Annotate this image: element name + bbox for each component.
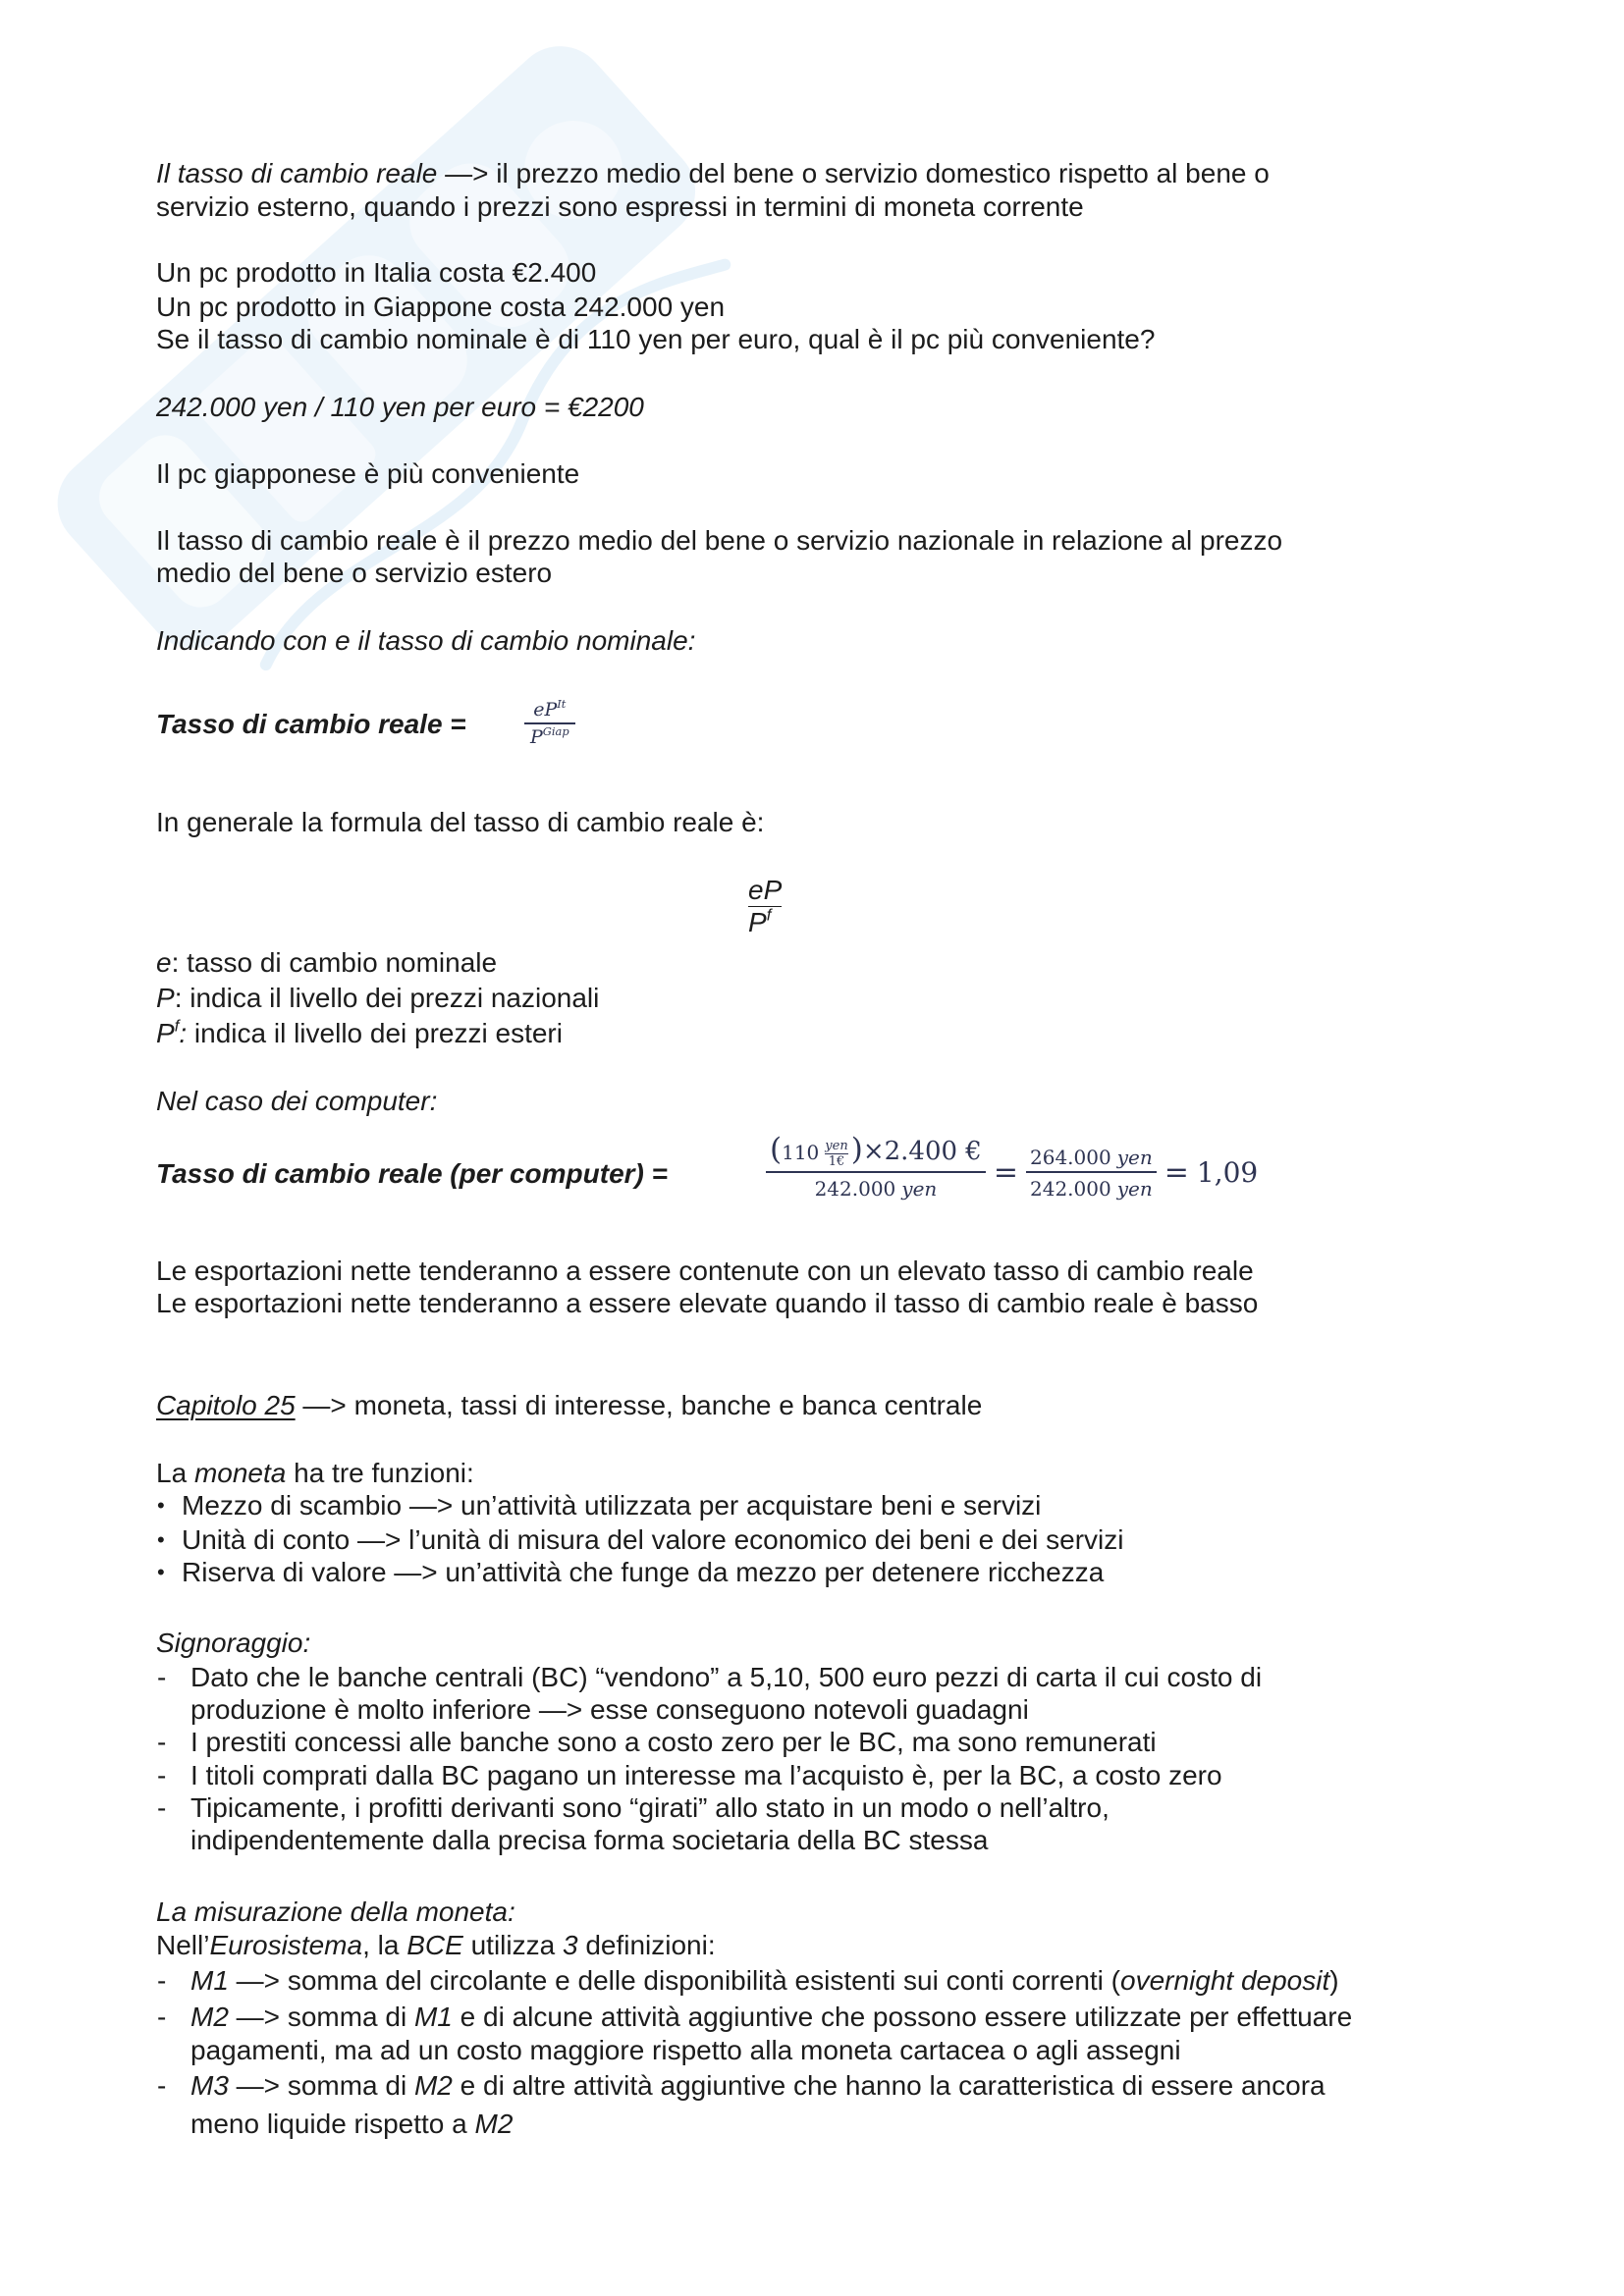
dash-marker: -	[157, 1965, 167, 1996]
bullet-marker: •	[157, 1527, 165, 1552]
legend-item	[156, 946, 497, 980]
legend-description: indica il livello dei prezzi esteri	[187, 1018, 563, 1048]
intro-emphasis: moneta	[193, 1458, 287, 1488]
intro-text: , la	[362, 1930, 407, 1960]
aggregate-description: meno liquide rispetto a	[190, 2109, 475, 2139]
list-item-continuation: pagamenti, ma ad un costo maggiore rispetto alla moneta cartacea o agli assegni	[190, 2035, 1181, 2065]
real-exchange-rate-result: 1,09	[1196, 1155, 1259, 1189]
intro-text: definizioni:	[577, 1930, 716, 1960]
japanese-price-unit: yen	[1116, 1176, 1153, 1201]
list-item-text	[156, 1965, 1339, 1996]
computer-formula	[766, 1128, 1258, 1216]
list-item-text: I prestiti concessi alle banche sono a costo zero per le BC, ma sono remunerati	[190, 1727, 1157, 1757]
example-question: Se il tasso di cambio nominale è di 110 yen per euro, qual è il pc più conveniente?	[156, 324, 1156, 354]
japanese-price-value: 242.000	[1030, 1176, 1111, 1201]
definition-note: Indicando con e il tasso di cambio nominale:	[156, 625, 696, 656]
aggregate-description: e di alcune attività aggiuntive che possono essere utilizzate per effettuare	[452, 2002, 1353, 2032]
formula-fraction-it-jp	[524, 697, 575, 750]
aggregate-code: M3	[190, 2070, 229, 2101]
list-item-continuation: produzione è molto inferiore —> esse conseguono notevoli guadagni	[190, 1694, 1029, 1725]
example-japan: Un pc prodotto in Giappone costa 242.000 yen	[156, 292, 726, 322]
list-item	[156, 1661, 1262, 1694]
money-functions-intro	[156, 1457, 474, 1490]
computer-denominator-b	[1026, 1173, 1157, 1216]
legend-symbol: P	[156, 983, 175, 1013]
computer-fraction-b	[1026, 1128, 1157, 1216]
legend-description: : tasso di cambio nominale	[171, 947, 498, 978]
general-denominator-superscript: f	[766, 905, 772, 925]
nominal-rate: 110	[782, 1141, 820, 1165]
general-intro: In generale la formula del tasso di cambio reale è:	[156, 807, 765, 837]
list-item-continuation: indipendentemente dalla precisa forma societaria della BC stessa	[190, 1825, 989, 1855]
numerator-base: eP	[533, 699, 558, 721]
net-exports-line-2: Le esportazioni nette tenderanno a essere elevate quando il tasso di cambio reale è basso	[156, 1288, 1259, 1318]
intro-emphasis: 3	[562, 1930, 578, 1960]
example-italy: Un pc prodotto in Italia costa €2.400	[156, 257, 597, 288]
computer-numerator-b	[1026, 1128, 1157, 1171]
list-item	[156, 1489, 1041, 1522]
intro-text: utilizza	[462, 1930, 563, 1960]
rate-unit-numerator: yen	[825, 1139, 848, 1154]
list-item-m1	[156, 1964, 1339, 1998]
italian-price: ×2.400 €	[862, 1137, 982, 1167]
intro-line-1	[156, 157, 1270, 190]
equals-sign: =	[1164, 1154, 1189, 1190]
example-calculation: 242.000 yen / 110 yen per euro = €2200	[156, 392, 644, 422]
japanese-price-value: 242.000	[814, 1176, 896, 1201]
dash-marker: -	[157, 1760, 167, 1790]
list-item-text: Dato che le banche centrali (BC) “vendono” a 5,10, 500 euro pezzi di carta il cui costo di	[190, 1662, 1263, 1692]
example-answer: Il pc giapponese è più conveniente	[156, 458, 580, 489]
list-item	[156, 1791, 1110, 1825]
bullet-marker: •	[157, 1560, 165, 1584]
legend-superscript: f	[174, 1016, 180, 1036]
intro-text: La	[156, 1458, 194, 1488]
intro-text: Nell’	[156, 1930, 210, 1960]
computer-formula-label: Tasso di cambio reale (per computer) =	[156, 1158, 669, 1189]
aggregate-description: —> somma del circolante e delle disponibilità esistenti sui conti correnti (	[228, 1965, 1120, 1996]
list-item-m3	[156, 2069, 1326, 2103]
general-denominator-base: P	[748, 907, 767, 937]
numerator-superscript: It	[557, 697, 567, 712]
japanese-price-unit: yen	[901, 1176, 938, 1201]
dash-marker: -	[157, 2070, 167, 2101]
list-item-m2	[156, 2001, 1352, 2034]
equals-sign: =	[993, 1154, 1018, 1190]
list-item	[156, 1523, 1124, 1557]
definition-line-1: Il tasso di cambio reale è il prezzo medio del bene o servizio nazionale in relazione al prezzo	[156, 525, 1283, 556]
definition-line-2: medio del bene o servizio estero	[156, 558, 553, 588]
chapter-heading	[156, 1389, 982, 1422]
denominator-superscript: Giap	[542, 723, 569, 738]
intro-definition: —> il prezzo medio del bene o servizio domestico rispetto al bene o	[437, 158, 1270, 188]
intro-line-2: servizio esterno, quando i prezzi sono espressi in termini di moneta corrente	[156, 191, 1084, 222]
dash-marker: -	[157, 1792, 167, 1823]
list-item	[156, 1556, 1104, 1589]
formula-denominator	[524, 724, 575, 750]
open-paren: (	[770, 1132, 783, 1168]
general-numerator: eP	[748, 875, 783, 905]
intro-emphasis: Eurosistema	[209, 1930, 363, 1960]
bullet-marker: •	[157, 1493, 165, 1518]
aggregate-description: —> somma di	[228, 2002, 414, 2032]
chapter-title: Capitolo 25	[156, 1390, 296, 1420]
aggregate-description: —> somma di	[228, 2070, 414, 2101]
aggregate-description: )	[1329, 1965, 1339, 1996]
rate-unit-fraction	[825, 1139, 847, 1169]
intro-emphasis: BCE	[406, 1930, 463, 1960]
legend-colon: :	[179, 1018, 188, 1048]
aggregate-reference: M2	[413, 2070, 453, 2101]
formula-numerator	[524, 697, 575, 722]
list-item-text: I titoli comprati dalla BC pagano un interesse ma l’acquisto è, per la BC, a costo zero	[190, 1760, 1222, 1790]
denominator-base: P	[530, 725, 543, 748]
seigniorage-heading: Signoraggio:	[156, 1628, 311, 1658]
intro-text: ha tre funzioni:	[286, 1458, 474, 1488]
legend-item	[156, 982, 599, 1015]
list-item-continuation	[190, 2108, 513, 2141]
measurement-intro	[156, 1929, 716, 1962]
legend-description: : indica il livello dei prezzi nazionali	[174, 983, 600, 1013]
dash-marker: -	[157, 1662, 167, 1692]
computer-fraction-a	[766, 1128, 986, 1216]
converted-price-value: 264.000	[1030, 1146, 1111, 1170]
list-item-text: Unità di conto —> l’unità di misura del valore economico dei beni e dei servizi	[182, 1524, 1124, 1555]
computer-denominator-a	[766, 1173, 986, 1216]
list-item-text: Mezzo di scambio —> un’attività utilizzata per acquistare beni e servizi	[182, 1490, 1042, 1521]
chapter-subtitle: —> moneta, tassi di interesse, banche e banca centrale	[295, 1390, 983, 1420]
aggregate-reference: M2	[474, 2109, 514, 2139]
aggregate-reference: M1	[413, 2002, 453, 2032]
list-item-text	[156, 2002, 1352, 2032]
measurement-heading: La misurazione della moneta:	[156, 1896, 515, 1927]
formula-label: Tasso di cambio reale =	[156, 709, 466, 739]
legend-item	[156, 1017, 563, 1050]
list-item-text	[156, 2070, 1326, 2101]
computer-heading: Nel caso dei computer:	[156, 1086, 438, 1116]
close-paren: )	[850, 1132, 863, 1168]
converted-price-unit: yen	[1116, 1146, 1153, 1170]
list-item-text: Riserva di valore —> un’attività che funge da mezzo per detenere ricchezza	[182, 1557, 1105, 1587]
legend-symbol: P	[156, 1018, 175, 1048]
legend-symbol: e	[156, 947, 172, 978]
rate-unit-denominator: 1€	[828, 1154, 845, 1170]
list-item	[156, 1726, 1157, 1759]
aggregate-emphasis: overnight deposit	[1120, 1965, 1330, 1996]
intro-term: Il tasso di cambio reale	[156, 158, 438, 188]
aggregate-code: M1	[190, 1965, 229, 1996]
list-item-text: Tipicamente, i profitti derivanti sono “girati” allo stato in un modo o nell’altro,	[190, 1792, 1110, 1823]
list-item	[156, 1759, 1222, 1792]
computer-numerator-a	[766, 1128, 986, 1171]
dash-marker: -	[157, 2002, 167, 2032]
general-formula	[748, 875, 782, 938]
net-exports-line-1: Le esportazioni nette tenderanno a essere contenute con un elevato tasso di cambio reale	[156, 1255, 1254, 1286]
aggregate-code: M2	[190, 2002, 229, 2032]
aggregate-description: e di altre attività aggiuntive che hanno la caratteristica di essere ancora	[452, 2070, 1326, 2101]
dash-marker: -	[157, 1727, 167, 1757]
general-denominator	[748, 907, 771, 938]
